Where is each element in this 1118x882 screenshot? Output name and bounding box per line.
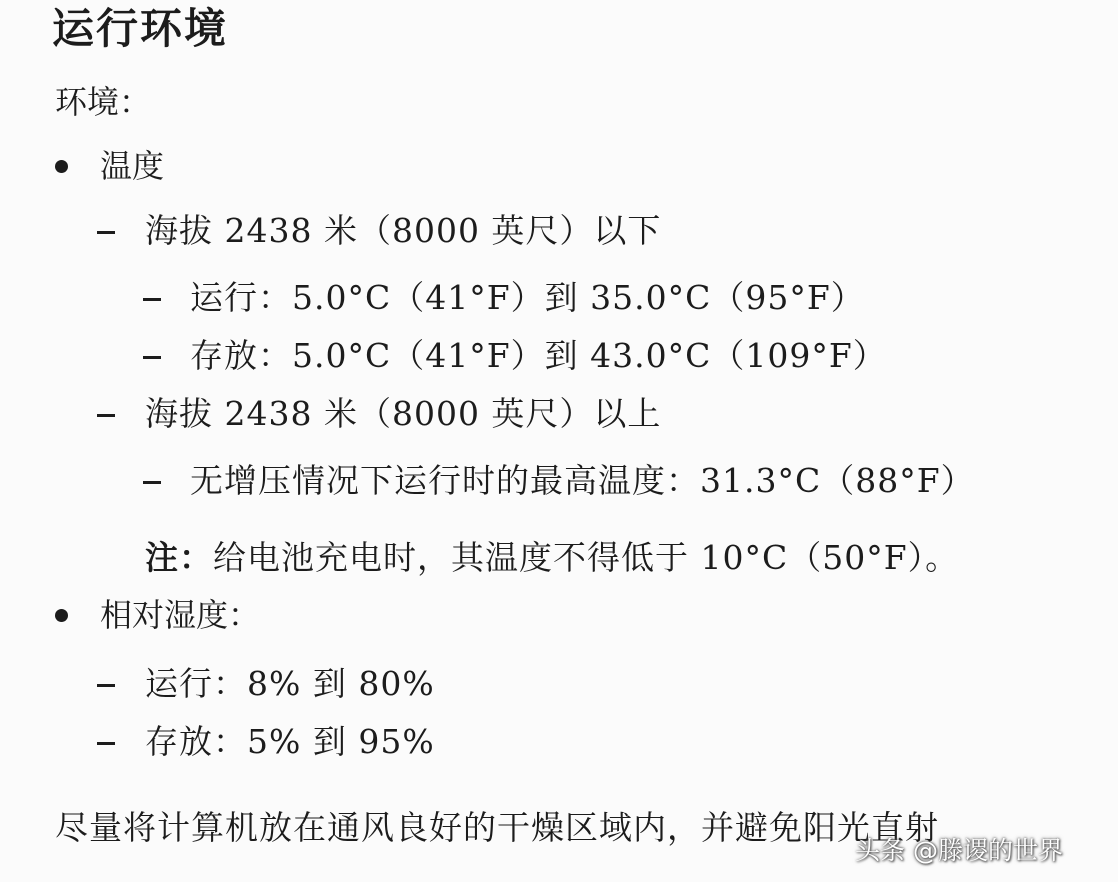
temperature-heading: 温度 bbox=[100, 147, 165, 185]
operating-temperature: 运行：5.0°C（41°F）到 35.0°C（95°F） bbox=[190, 278, 865, 317]
bullet-icon bbox=[55, 609, 68, 622]
environment-label: 环境： bbox=[55, 83, 152, 121]
dash-icon bbox=[143, 481, 161, 484]
storage-temperature: 存放：5.0°C（41°F）到 43.0°C（109°F） bbox=[190, 336, 887, 375]
humidity-heading: 相对湿度： bbox=[100, 596, 261, 634]
page-title: 运行环境 bbox=[52, 4, 229, 53]
dash-icon bbox=[97, 742, 115, 745]
dash-icon bbox=[143, 356, 161, 359]
dash-icon bbox=[143, 298, 161, 301]
watermark: 头条 @滕谡的世界 bbox=[855, 836, 1063, 865]
note-text: 给电池充电时，其温度不得低于 10°C（50°F）。 bbox=[213, 538, 960, 577]
note-label: 注： bbox=[145, 538, 213, 577]
storage-humidity: 存放：5% 到 95% bbox=[145, 722, 435, 761]
dash-icon bbox=[97, 414, 115, 417]
max-temperature-unpressurized: 无增压情况下运行时的最高温度：31.3°C（88°F） bbox=[190, 461, 975, 500]
battery-note bbox=[145, 538, 960, 577]
altitude-above-label: 海拔 2438 米（8000 英尺）以上 bbox=[145, 394, 662, 433]
placement-advice: 尽量将计算机放在通风良好的干燥区域内，并避免阳光直射 bbox=[55, 808, 939, 847]
dash-icon bbox=[97, 231, 115, 234]
altitude-below-label: 海拔 2438 米（8000 英尺）以下 bbox=[145, 211, 662, 250]
dash-icon bbox=[97, 684, 115, 687]
operating-humidity: 运行：8% 到 80% bbox=[145, 664, 435, 703]
bullet-icon bbox=[55, 160, 68, 173]
